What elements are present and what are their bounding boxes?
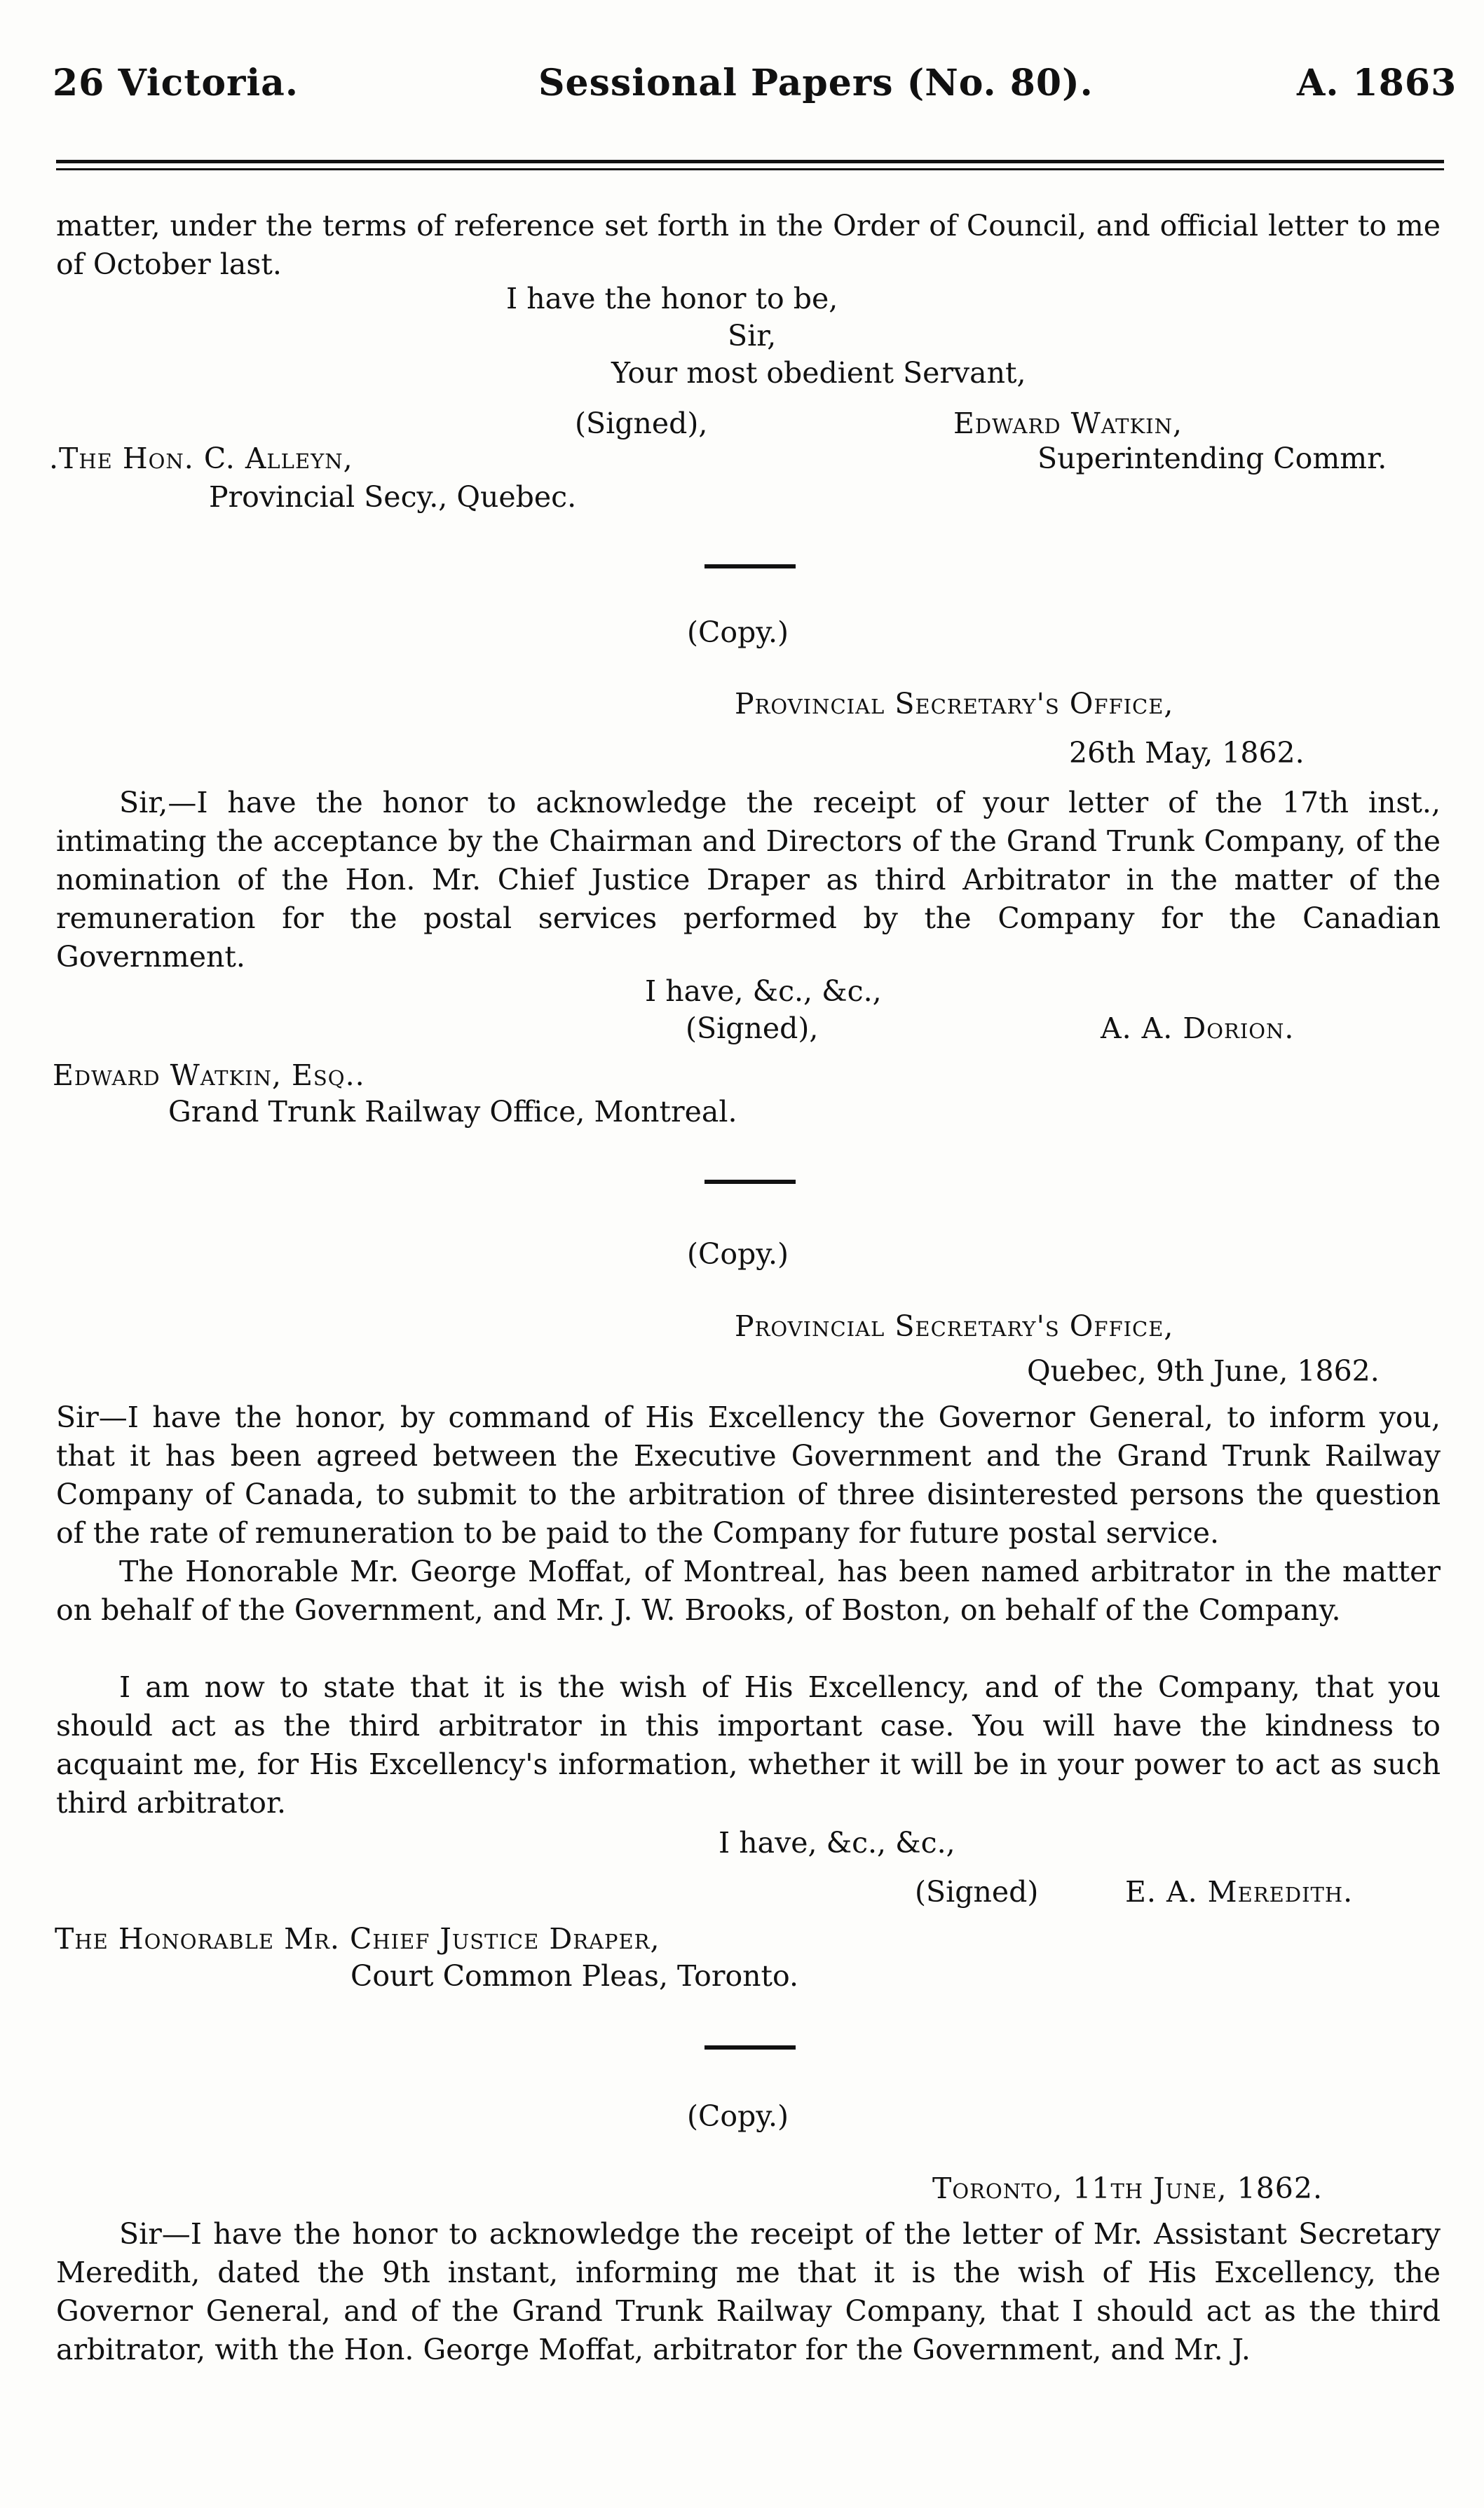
header-title: Sessional Papers (No. 80). [538, 62, 1094, 104]
letter1-servant: Your most obedient Servant, [611, 356, 1026, 390]
letter2-office: Provincial Secretary's Office, [735, 687, 1174, 721]
letter3-paragraph-2: The Honorable Mr. George Moffat, of Montreal, has been named arbitrator in the matter on behalf of the Government, and Mr. J. W. Brooks, of Boston, on behalf of the Company. [56, 1555, 1441, 1627]
letter2-signer: A. A. Dorion. [1101, 1011, 1295, 1045]
letter2-date: 26th May, 1862. [1069, 736, 1305, 770]
letter4-date: Toronto, 11th June, 1862. [932, 2172, 1323, 2205]
letter1-addressee-line2: Provincial Secy., Quebec. [209, 480, 577, 514]
letter1-signed: (Signed), [575, 407, 708, 440]
letter3-signed: (Signed) [915, 1875, 1039, 1909]
letter3-paragraph-1: Sir—I have the honor, by command of His Excellency the Governor General, to inform you, that it has been agreed between the Executive Government and the Grand Trunk Railway Company of Canada, to submit to the arbitration of three disinterested persons the question of the rate of remuneration to be paid to the Company for future postal service. [56, 1400, 1441, 1550]
letter3-date: Quebec, 9th June, 1862. [1027, 1354, 1380, 1388]
letter2-addressee: Edward Watkin, Esq.. [53, 1058, 365, 1092]
letter3-addressee-line2: Court Common Pleas, Toronto. [350, 1959, 799, 1993]
letter2-closing: I have, &c., &c., [645, 974, 882, 1008]
letter2-addressee-line2: Grand Trunk Railway Office, Montreal. [168, 1095, 737, 1129]
letter3-signer: E. A. Meredith. [1125, 1875, 1354, 1909]
letter1-body: matter, under the terms of reference set forth in the Order of Council, and official letter to me of October last. [56, 209, 1441, 281]
letter1-closing: I have the honor to be, [506, 282, 838, 315]
section-separator [704, 1180, 796, 1184]
letter1-salutation: Sir, [728, 319, 777, 353]
letter3-closing: I have, &c., &c., [719, 1826, 955, 1860]
header-year: A. 1863 [1297, 62, 1457, 104]
letter2-body: Sir,—I have the honor to acknowledge the receipt of your letter of the 17th inst., intimating the acceptance by the Chairman and Directors of the Grand Trunk Company, of the nomination of the Hon. Mr. Chief Justice Draper as third Arbitrator in the matter of the remuneration for the postal services performed by the Company for the Canadian Government. [56, 786, 1441, 974]
letter4-copy-label: (Copy.) [687, 2099, 789, 2133]
letter3-office: Provincial Secretary's Office, [735, 1309, 1174, 1343]
letter2-signed: (Signed), [686, 1011, 819, 1045]
letter1-addressee: .The Hon. C. Alleyn, [49, 442, 353, 475]
section-separator [704, 564, 796, 568]
letter3-addressee: The Honorable Mr. Chief Justice Draper, [55, 1922, 660, 1956]
header-rule-top [56, 160, 1444, 163]
letter2-copy-label: (Copy.) [687, 615, 789, 649]
letter1-signer: Edward Watkin, [953, 407, 1183, 440]
section-separator [704, 2045, 796, 2050]
header-session: 26 Victoria. [53, 62, 299, 104]
header-rule-bottom [56, 168, 1444, 170]
letter4-body: Sir—I have the honor to acknowledge the receipt of the letter of Mr. Assistant Secretary Meredith, dated the 9th instant, informing me that it is the wish of His Excellency, the Governor General, and of the Grand Trunk Railway Company, that I should act as the third arbitrator, with the Hon. George Moffat, arbitrator for the Government, and Mr. J. [56, 2217, 1441, 2366]
letter3-paragraph-3: I am now to state that it is the wish of His Excellency, and of the Company, that you should act as the third arbitrator in this important case. You will have the kindness to acquaint me, for His Excellency's information, whether it will be in your power to act as such third arbitrator. [56, 1670, 1441, 1820]
letter1-signer-title: Superintending Commr. [1037, 442, 1387, 475]
letter3-copy-label: (Copy.) [687, 1237, 789, 1271]
